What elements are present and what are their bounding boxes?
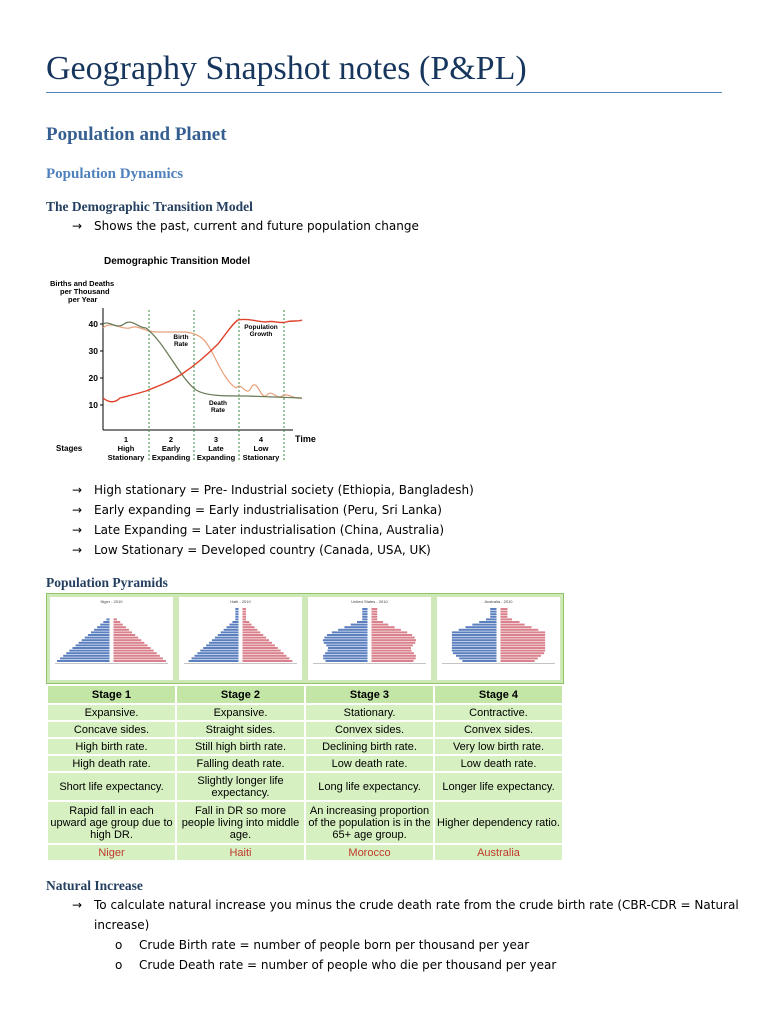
table-header-row — [47, 685, 563, 704]
stage-3-l2: Expanding — [196, 453, 236, 462]
cdr-text: Crude Death rate = number of people who die per thousand per year — [139, 958, 557, 972]
pyramid-male-bar — [459, 657, 496, 659]
pyramid-male-bar — [472, 624, 496, 626]
pyramid-male-bar — [235, 608, 238, 610]
pyramid-male-bar — [88, 634, 110, 636]
subsection-heading: Population Dynamics — [46, 166, 184, 182]
table-cell: Concave sides. — [47, 721, 176, 738]
pyramid-caption: Haiti - 2010 — [230, 599, 251, 604]
dtm-ylabel-3: per Year — [68, 295, 98, 304]
pyramid-male-bar — [490, 608, 496, 610]
example-country: Australia — [434, 844, 563, 861]
pyramid-female-bar — [243, 647, 278, 649]
table-cell: Contractive. — [434, 704, 563, 721]
pyramid-female-bar — [243, 621, 250, 623]
pyramid-female-bar — [243, 637, 267, 639]
stage-bullet-1 — [72, 480, 474, 500]
dtm-ylabel-2: per Thousand — [60, 287, 110, 296]
table-cell: Low death rate. — [434, 755, 563, 772]
pyramid-female-bar — [243, 644, 275, 646]
pyramid-male-bar — [91, 631, 110, 633]
pyramid-female-bar — [114, 647, 151, 649]
pyramid-male-bar — [362, 616, 367, 618]
natural-increase-bullet — [72, 895, 739, 935]
cdr-bullet — [115, 955, 556, 975]
pyramid-male-bar — [229, 624, 238, 626]
table-cell: Straight sides. — [176, 721, 305, 738]
pyramid-male-bar — [490, 611, 496, 613]
pyramid-male-bar — [57, 660, 110, 662]
pyramid-female-bar — [114, 652, 157, 654]
pyramid-female-bar — [243, 608, 246, 610]
pyramid-female-bar — [372, 613, 378, 615]
pyramid-male-bar — [486, 618, 497, 620]
pyramid-female-bar — [372, 642, 416, 644]
pyramid-male-bar — [326, 644, 367, 646]
stage-2-l2: Expanding — [151, 453, 191, 462]
pyramid-male-bar — [221, 631, 239, 633]
stage-bullet-text: Late Expanding = Later industrialisation (China, Australia) — [94, 523, 445, 537]
pyramid-female-bar — [114, 642, 145, 644]
arrow-icon: → — [72, 483, 83, 497]
pyramid-male-bar — [209, 642, 238, 644]
birth-rate-label-1: Birth — [173, 334, 189, 341]
pyramid-female-bar — [243, 650, 281, 652]
pyramid-female-bar — [114, 657, 163, 659]
pyramid-male-bar — [362, 613, 367, 615]
table-cell: Short life expectancy. — [47, 772, 176, 801]
pyramid-female-bar — [372, 634, 413, 636]
pyramid-male-bar — [235, 611, 238, 613]
table-header-cell: Stage 3 — [305, 685, 434, 704]
pyramid-male-bar — [60, 657, 109, 659]
table-cell: Falling death rate. — [176, 755, 305, 772]
pyramid-female-bar — [501, 629, 539, 631]
pyramids-heading: Population Pyramids — [46, 575, 168, 590]
table-cell: Still high birth rate. — [176, 738, 305, 755]
pyramid-male-bar — [194, 655, 238, 657]
cbr-text: Crude Birth rate = number of people born per thousand per year — [139, 938, 530, 952]
pyramid-female-bar — [243, 629, 258, 631]
table-row — [47, 755, 563, 772]
pyramid-male-bar — [206, 644, 238, 646]
pyramid-female-bar — [372, 626, 395, 628]
arrow-icon: → — [72, 523, 83, 537]
pyramid-female-bar — [114, 618, 117, 620]
pyramid-male-bar — [452, 644, 497, 646]
pyramid-male-bar — [452, 631, 497, 633]
dtm-heading: The Demographic Transition Model — [46, 199, 253, 214]
pyramid-female-bar — [501, 631, 546, 633]
pyramid-male-bar — [218, 634, 239, 636]
pyramid-male-bar — [326, 660, 368, 662]
dtm-ytick-40: 40 — [88, 319, 98, 329]
table-header-cell: Stage 2 — [176, 685, 305, 704]
stage-1-num: 1 — [123, 435, 129, 444]
pyramid-female-bar — [372, 655, 416, 657]
pyramid-female-bar — [372, 611, 378, 613]
pyramid-male-bar — [203, 647, 238, 649]
pyramid-male-bar — [323, 655, 367, 657]
pyramid-female-bar — [114, 639, 142, 641]
pyramid-male-bar — [215, 637, 239, 639]
pyramid-female-bar — [243, 634, 264, 636]
pyramid-male-bar — [357, 621, 368, 623]
stage-1-l2: Stationary — [107, 453, 145, 462]
stage-3-num: 3 — [213, 435, 219, 444]
pyramid-male-bar — [235, 618, 238, 620]
document-title: Geography Snapshot notes (P&PL) — [46, 50, 527, 87]
pyramid-female-bar — [372, 647, 411, 649]
pyramid-female-bar — [114, 660, 167, 662]
pyramid-male-bar — [325, 652, 367, 654]
pyramid-female-bar — [243, 660, 293, 662]
pop-growth-label-2: Growth — [249, 331, 273, 338]
pyramid-male-bar — [72, 647, 109, 649]
dtm-ytick-10: 10 — [88, 400, 98, 410]
pyramid-male-bar — [324, 642, 368, 644]
pyramid-male-bar — [192, 657, 239, 659]
table-row — [47, 738, 563, 755]
table-cell: Convex sides. — [305, 721, 434, 738]
pyramid-female-bar — [501, 611, 508, 613]
pyramid-female-bar — [114, 631, 133, 633]
natural-increase-text-1: To calculate natural increase you minus the crude death rate from the crude birth rate (CBR-CDR = Natural — [94, 898, 739, 912]
natural-increase-text-2: increase) — [94, 918, 150, 932]
stage-bullet-text: Low Stationary = Developed country (Canada, USA, UK) — [94, 543, 431, 557]
pyramid-female-bar — [243, 652, 284, 654]
pyramid-female-bar — [501, 621, 520, 623]
pyramid-female-bar — [372, 644, 413, 646]
cbr-bullet — [115, 935, 529, 955]
example-country: Morocco — [305, 844, 434, 861]
pyramid-female-bar — [114, 637, 139, 639]
pyramid-male-bar — [327, 634, 368, 636]
pyramid-male-bar — [332, 631, 368, 633]
pyramid-female-bar — [372, 608, 378, 610]
example-country: Niger — [47, 844, 176, 861]
table-cell: An increasing proportion of the population is in the 65+ age group. — [305, 801, 434, 844]
pyramid-female-bar — [501, 626, 532, 628]
pyramid-female-bar — [243, 611, 246, 613]
pyramid-panels-svg — [47, 594, 563, 683]
dtm-ylabel-1: Births and Deaths — [50, 279, 115, 288]
pyramid-female-bar — [372, 631, 408, 633]
dtm-bullet — [72, 216, 419, 236]
pyramid-male-bar — [452, 634, 497, 636]
pyramid-female-bar — [114, 655, 160, 657]
pyramid-female-bar — [501, 655, 541, 657]
pyramid-male-bar — [69, 650, 109, 652]
pyramid-male-bar — [466, 626, 497, 628]
pyramid-male-bar — [63, 655, 109, 657]
pyramid-male-bar — [452, 647, 497, 649]
pyramid-female-bar — [243, 616, 246, 618]
pyramid-female-bar — [114, 650, 154, 652]
pyramid-female-bar — [501, 616, 508, 618]
pyramid-male-bar — [235, 616, 238, 618]
stage-bullet-2 — [72, 500, 442, 520]
stage-4-l2: Stationary — [242, 453, 280, 462]
pyramid-female-bar — [501, 650, 546, 652]
table-cell: Stationary. — [305, 704, 434, 721]
pyramid-female-bar — [501, 618, 513, 620]
table-cell: High death rate. — [47, 755, 176, 772]
pyramid-female-bar — [114, 624, 123, 626]
table-cell: Expansive. — [47, 704, 176, 721]
pyramid-male-bar — [224, 629, 239, 631]
pyramid-female-bar — [243, 624, 252, 626]
table-cell: Rapid fall in each upward age group due to high DR. — [47, 801, 176, 844]
pyramid-female-bar — [501, 637, 546, 639]
table-cell: High birth rate. — [47, 738, 176, 755]
natural-increase-heading: Natural Increase — [46, 878, 143, 893]
pyramid-female-bar — [243, 631, 261, 633]
pyramid-male-bar — [227, 626, 239, 628]
pyramid-female-bar — [501, 608, 508, 610]
pyramid-female-bar — [372, 629, 401, 631]
pyramid-female-bar — [501, 624, 525, 626]
circle-bullet-icon: o — [115, 938, 123, 952]
pyramid-male-bar — [452, 642, 497, 644]
pyramid-male-bar — [453, 652, 497, 654]
pyramid-male-bar — [79, 642, 110, 644]
circle-bullet-icon: o — [115, 958, 123, 972]
table-cell: Longer life expectancy. — [434, 772, 563, 801]
section-heading: Population and Planet — [46, 124, 227, 145]
pyramid-female-bar — [501, 660, 535, 662]
birth-rate-label-2: Rate — [173, 341, 189, 348]
pyramid-female-bar — [501, 634, 546, 636]
stages-label: Stages — [56, 444, 83, 453]
table-cell: Very low birth rate. — [434, 738, 563, 755]
table-example-row — [47, 844, 563, 861]
table-row — [47, 721, 563, 738]
stage-1-l1: High — [117, 444, 135, 453]
stage-bullet-text: Early expanding = Early industrialisation (Peru, Sri Lanka) — [94, 503, 442, 517]
example-country: Haiti — [176, 844, 305, 861]
pyramid-female-bar — [372, 621, 384, 623]
pyramid-female-bar — [243, 642, 272, 644]
pyramid-male-bar — [235, 613, 238, 615]
pyramid-female-bar — [243, 639, 270, 641]
pyramid-male-bar — [212, 639, 239, 641]
pyramid-male-bar — [197, 652, 238, 654]
pyramid-panel — [179, 597, 302, 680]
pyramid-female-bar — [114, 629, 129, 631]
dtm-ytick-30: 30 — [88, 346, 98, 356]
pyramid-caption: United States - 2010 — [351, 599, 388, 604]
pyramid-female-bar — [372, 624, 389, 626]
pyramid-female-bar — [243, 655, 287, 657]
stage-4-num: 4 — [258, 435, 264, 444]
pyramid-male-bar — [456, 655, 496, 657]
pyramid-male-bar — [362, 618, 367, 620]
stage-bullet-text: High stationary = Pre- Industrial society (Ethiopia, Bangladesh) — [94, 483, 474, 497]
pyramid-male-bar — [351, 624, 368, 626]
stages-table — [46, 684, 564, 862]
stage-bullet-3 — [72, 520, 444, 540]
table-cell: Convex sides. — [434, 721, 563, 738]
pyramid-female-bar — [372, 639, 417, 641]
pyramid-female-bar — [114, 634, 136, 636]
pyramid-female-bar — [372, 616, 378, 618]
pyramid-female-bar — [501, 639, 546, 641]
table-row — [47, 704, 563, 721]
table-cell: Long life expectancy. — [305, 772, 434, 801]
table-row — [47, 772, 563, 801]
pyramid-male-bar — [452, 637, 497, 639]
table-cell: Slightly longer life expectancy. — [176, 772, 305, 801]
stage-4-l1: Low — [253, 444, 269, 453]
table-row — [47, 801, 563, 844]
pyramid-female-bar — [114, 644, 148, 646]
pyramid-female-bar — [501, 642, 546, 644]
pyramid-male-bar — [323, 657, 367, 659]
pyramid-male-bar — [66, 652, 109, 654]
arrow-icon: → — [72, 503, 83, 517]
dtm-figure — [46, 248, 326, 464]
pyramid-female-bar — [114, 621, 121, 623]
pyramid-male-bar — [452, 639, 497, 641]
pyramid-female-bar — [243, 613, 246, 615]
stage-3-l1: Late — [208, 444, 224, 453]
dtm-figure-title: Demographic Transition Model — [104, 256, 251, 267]
table-cell: Low death rate. — [305, 755, 434, 772]
pyramid-female-bar — [372, 660, 414, 662]
pyramid-male-bar — [452, 650, 497, 652]
pyramid-female-bar — [243, 618, 247, 620]
pyramid-male-bar — [324, 637, 367, 639]
pyramid-caption: Australia - 2010 — [484, 599, 513, 604]
pyramid-female-bar — [501, 644, 546, 646]
pyramid-female-bar — [501, 613, 508, 615]
pyramid-female-bar — [114, 626, 126, 628]
pyramid-male-bar — [106, 618, 109, 620]
stage-2-l1: Early — [161, 444, 181, 453]
pyramid-male-bar — [338, 629, 367, 631]
pyramid-female-bar — [372, 618, 378, 620]
pyramid-male-bar — [344, 626, 367, 628]
pyramid-male-bar — [232, 621, 238, 623]
pyramid-male-bar — [200, 650, 238, 652]
pyramid-female-bar — [372, 637, 415, 639]
pyramid-male-bar — [490, 616, 496, 618]
dtm-xlabel: Time — [295, 434, 316, 444]
pop-growth-label-1: Population — [244, 324, 278, 331]
pyramid-male-bar — [82, 639, 110, 641]
table-header-cell: Stage 4 — [434, 685, 563, 704]
pyramid-male-bar — [94, 629, 109, 631]
title-rule — [46, 92, 722, 93]
table-cell: Expansive. — [176, 704, 305, 721]
pyramid-female-bar — [501, 647, 546, 649]
pyramid-female-bar — [372, 657, 416, 659]
pyramid-male-bar — [490, 613, 496, 615]
pyramid-female-bar — [501, 657, 538, 659]
pyramid-caption: Niger - 2010 — [100, 599, 123, 604]
pyramid-male-bar — [479, 621, 496, 623]
dtm-ytick-20: 20 — [88, 373, 98, 383]
pyramid-male-bar — [100, 624, 109, 626]
arrow-icon: → — [72, 543, 83, 557]
pyramid-female-bar — [501, 652, 545, 654]
pyramid-male-bar — [462, 660, 496, 662]
death-rate-label-1: Death — [208, 400, 228, 407]
pyramid-male-bar — [76, 644, 110, 646]
pyramid-female-bar — [372, 650, 412, 652]
stage-bullet-4 — [72, 540, 431, 560]
death-rate-label-2: Rate — [210, 407, 226, 414]
pyramid-female-bar — [243, 657, 290, 659]
pyramid-male-bar — [323, 639, 368, 641]
dtm-bullet-text: Shows the past, current and future population change — [94, 219, 419, 233]
arrow-icon: → — [72, 219, 83, 233]
pyramid-male-bar — [97, 626, 109, 628]
pyramid-male-bar — [459, 629, 497, 631]
pyramid-male-bar — [85, 637, 110, 639]
pyramid-male-bar — [189, 660, 239, 662]
pyramid-male-bar — [362, 608, 367, 610]
table-cell: Fall in DR so more people living into middle age. — [176, 801, 305, 844]
pyramid-male-bar — [328, 647, 367, 649]
pyramid-panel — [50, 597, 173, 680]
arrow-icon: → — [72, 898, 83, 912]
pyramid-panels — [46, 593, 564, 684]
pyramid-female-bar — [372, 652, 414, 654]
pyramid-male-bar — [103, 621, 109, 623]
pyramid-male-bar — [362, 611, 367, 613]
stage-2-num: 2 — [168, 435, 174, 444]
table-header-cell: Stage 1 — [47, 685, 176, 704]
table-cell: Higher dependency ratio. — [434, 801, 563, 844]
table-cell: Declining birth rate. — [305, 738, 434, 755]
pyramid-female-bar — [243, 626, 255, 628]
pyramid-male-bar — [327, 650, 367, 652]
